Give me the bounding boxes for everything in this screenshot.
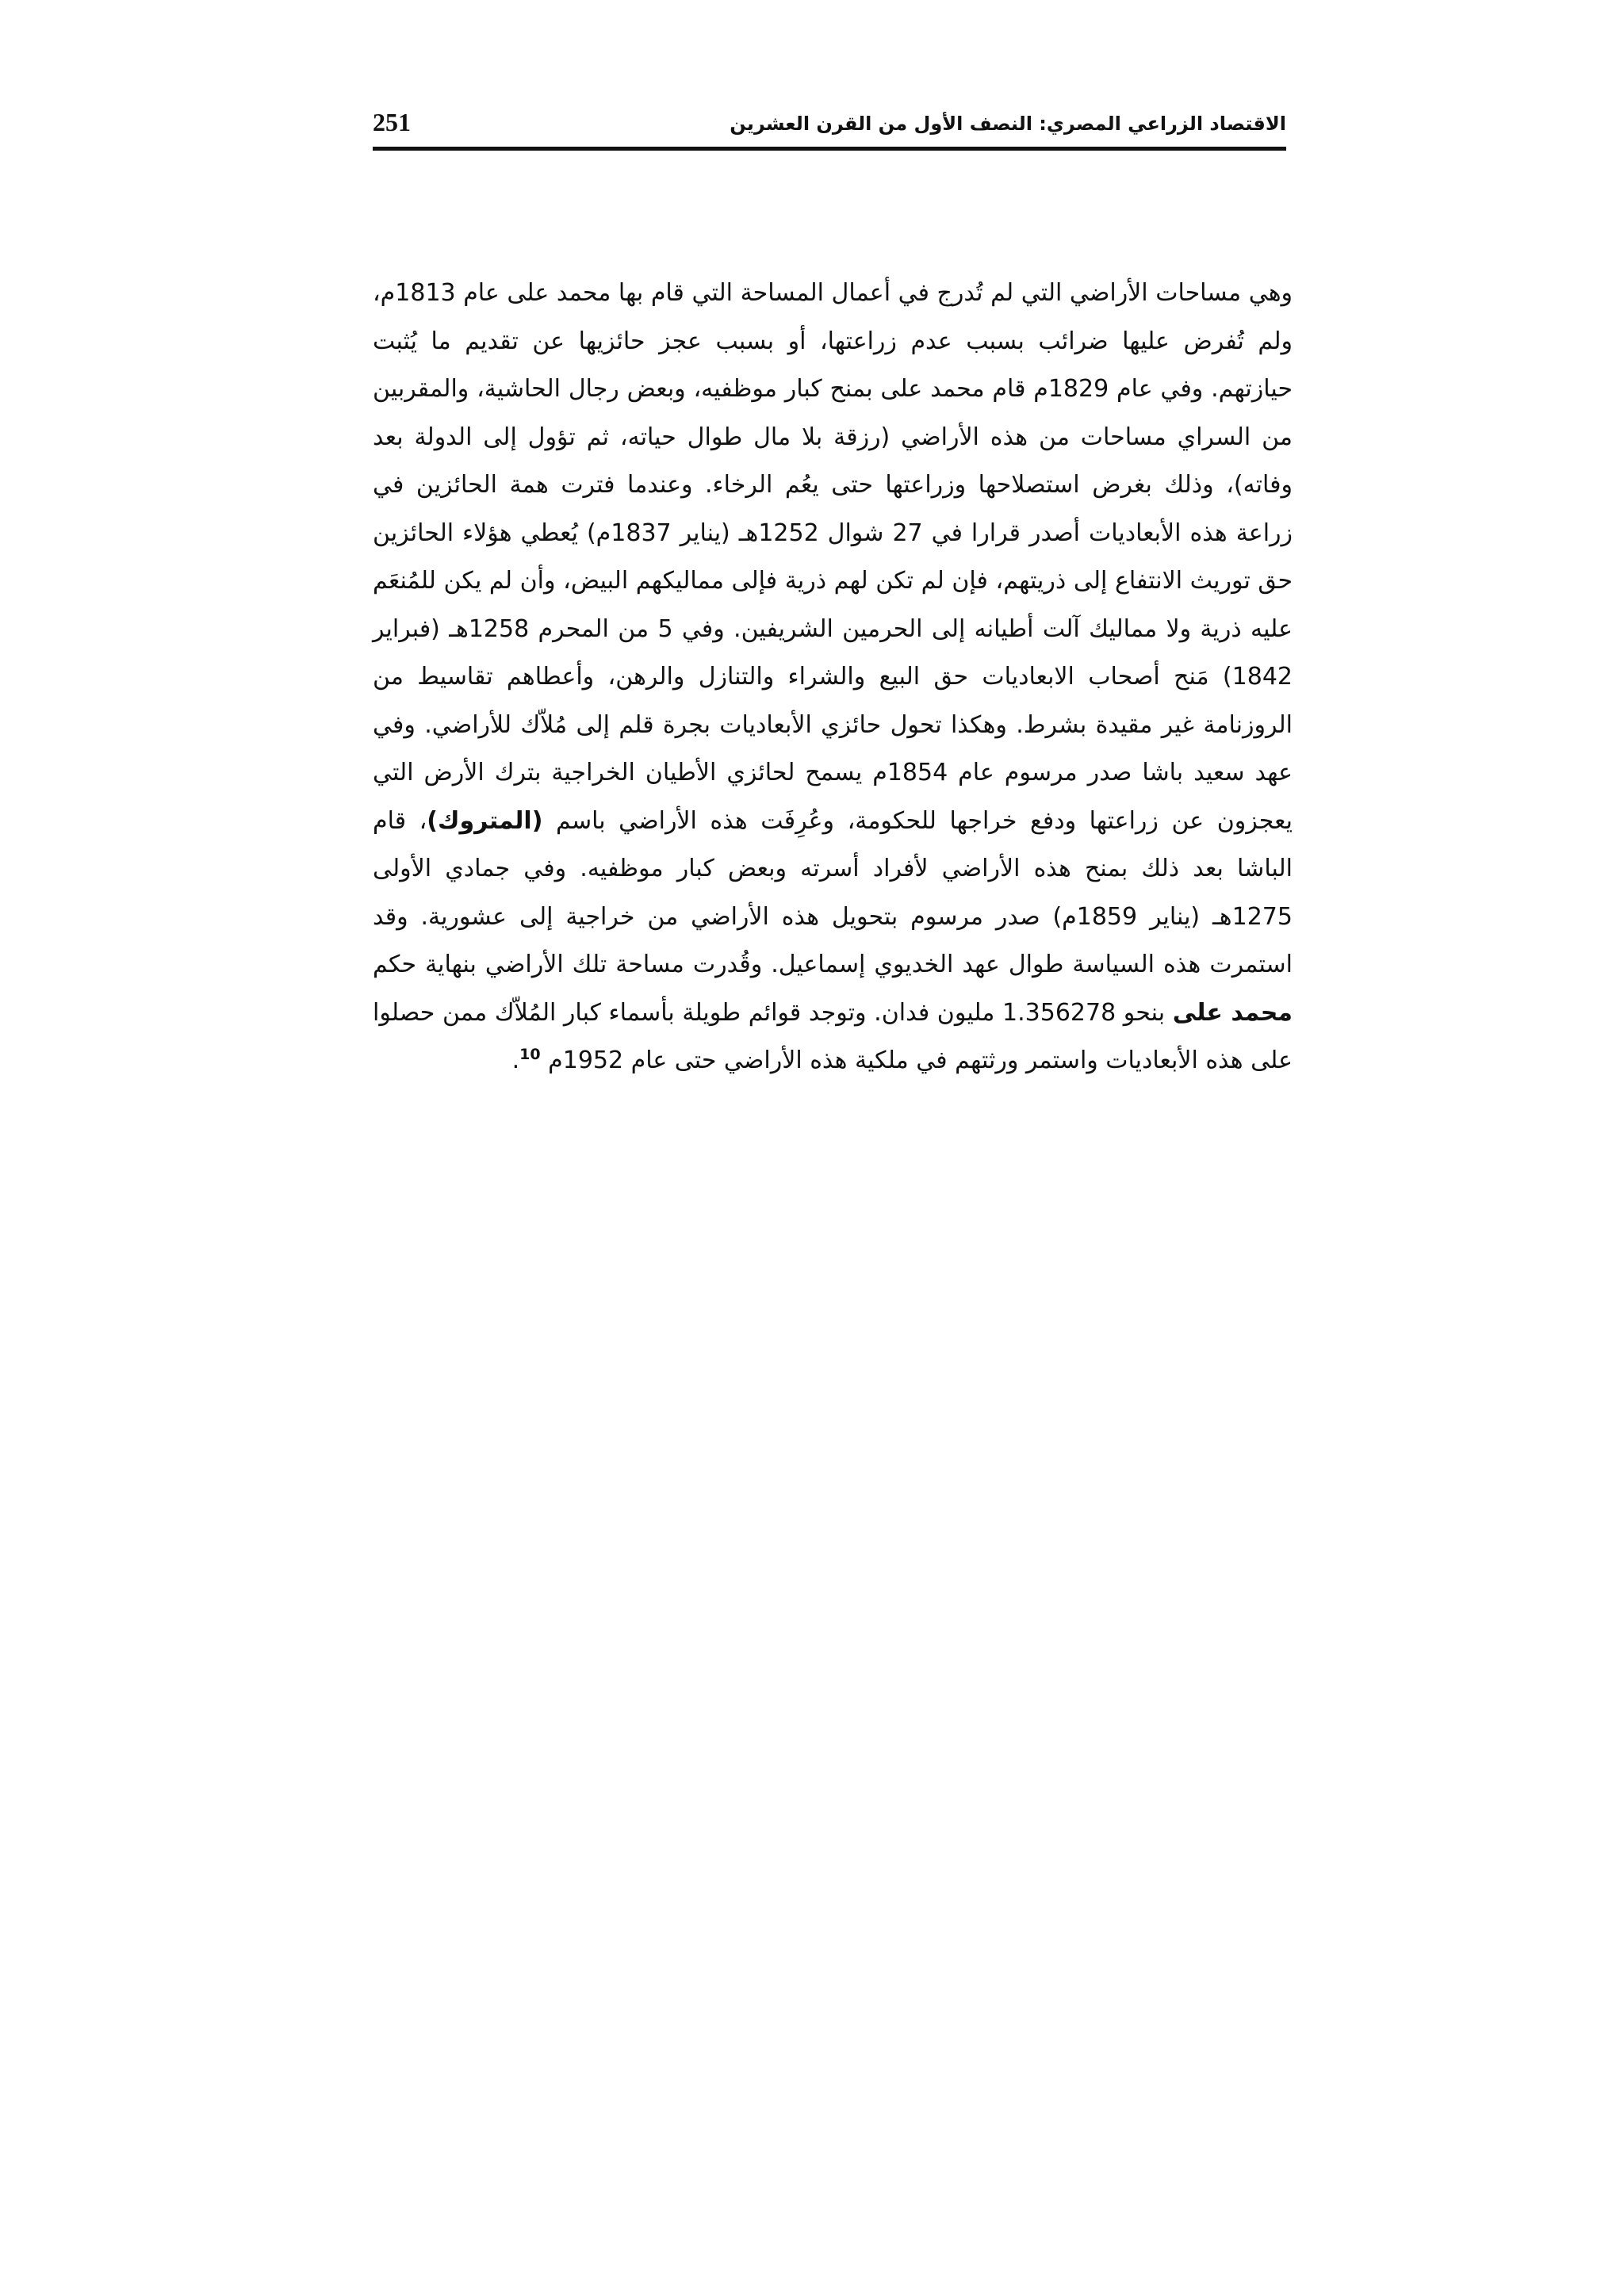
body-paragraph	[373, 270, 1293, 1085]
header-divider	[373, 147, 1286, 151]
paragraph-text: بنحو 1.356278 مليون فدان. وتوجد قوائم طويلة بأسماء كبار المُلاّك ممن حصلوا على هذه الأبعاديات واستمر ورثتهم في ملكية هذه الأراضي حتى عام 1952م	[373, 998, 1293, 1074]
page-header	[373, 101, 1286, 151]
paragraph-end: .	[511, 1047, 520, 1074]
bold-term-matrouk: (المتروك)	[427, 806, 543, 835]
page-number: 251	[373, 108, 411, 136]
footnote-reference[interactable]: 10	[519, 1046, 541, 1063]
paragraph-text: ، قام الباشا بعد ذلك بمنح هذه الأراضي لأفراد أسرته وبعض كبار موظفيه. وفي جمادي الأولى 1275هـ (يناير 1859م) صدر مرسوم بتحويل هذه الأراضي من خراجية إلى عشورية. وقد استمرت هذه السياسة طوال عهد الخديوي إسماعيل. وقُدرت مساحة تلك الأراضي بنهاية حكم	[373, 806, 1293, 978]
paragraph-text: وهي مساحات الأراضي التي لم تُدرج في أعمال المساحة التي قام بها محمد على عام 1813م، ولم تُفرض عليها ضرائب بسبب عدم زراعتها، أو بسبب عجز حائزيها عن تقديم ما يُثبت حيازتهم. وفي عام 1829م قام محمد على بمنح كبار موظفيه، وبعض رجال الحاشية، والمقربين من السراي مساحات من هذه الأراضي (رزقة بلا مال طوال حياته، ثم تؤول إلى الدولة بعد وفاته)، وذلك بغرض استصلاحها وزراعتها حتى يعُم الرخاء. وعندما فترت همة الحائزين في زراعة هذه الأبعاديات أصدر قرارا في 27 شوال 1252هـ (يناير 1837م) يُعطي هؤلاء الحائزين حق توريث الانتفاع إلى ذريتهم، فإن لم تكن لهم ذرية فإلى مماليكهم البيض، وأن لم يكن للمُنعَم عليه ذرية ولا مماليك آلت أطيانه إلى الحرمين الشريفين. وفي 5 من المحرم 1258هـ (فبراير 1842) مَنح أصحاب الابعاديات حق البيع والشراء والتنازل والرهن، وأعطاهم تقاسيط من الروزنامة غير مقيدة بشرط. وهكذا تحول حائزي الأبعاديات بجرة قلم إلى مُلاّك للأراضي. وفي عهد سعيد باشا صدر مرسوم عام 1854م يسمح لحائزي الأطيان الخراجية بترك الأرض التي يعجزون عن زراعتها ودفع خراجها للحكومة، وعُرِفَت هذه الأراضي باسم	[373, 279, 1293, 835]
bold-term-muhammad-ali: محمد على	[1172, 998, 1293, 1027]
running-title: الاقتصاد الزراعي المصري: النصف الأول من القرن العشرين	[730, 113, 1286, 135]
